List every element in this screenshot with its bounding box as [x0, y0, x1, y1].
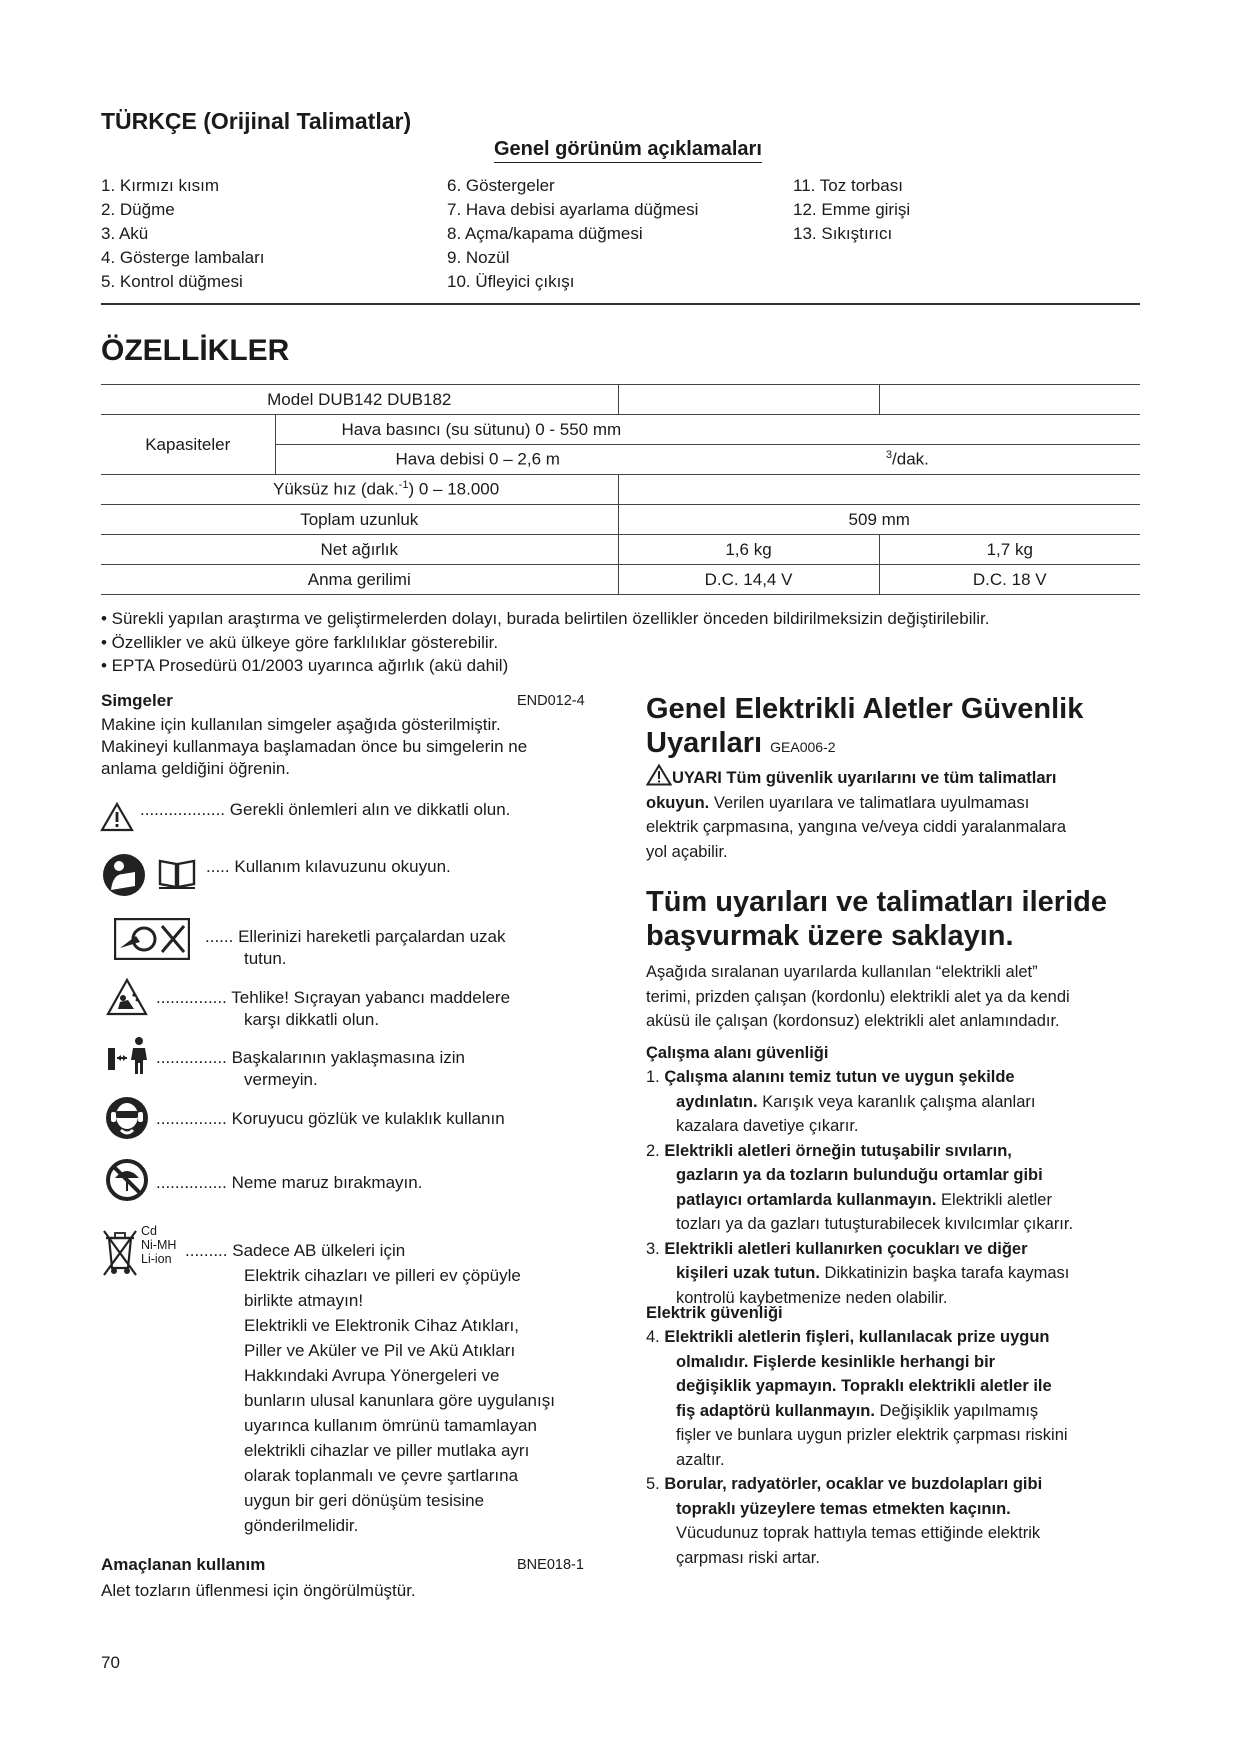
spec-model: Model DUB142 DUB182 — [101, 385, 618, 415]
symbol-dots: ............... — [156, 1173, 227, 1192]
read-manual-icon — [101, 852, 147, 898]
keep-bystanders-away-icon — [107, 1036, 151, 1076]
table-row — [101, 415, 1140, 445]
symbol-text: tutun. — [244, 949, 287, 968]
symbol-dots: ............... — [156, 1048, 227, 1067]
symbol-text: Tehlike! Sıçrayan yabancı maddelere — [231, 988, 511, 1007]
section-divider — [101, 303, 1140, 305]
symbol-text: Piller ve Aküler ve Pil ve Akü Atıkları — [244, 1341, 516, 1360]
spec-voltage-1: D.C. 14,4 V — [618, 565, 879, 595]
list-item: 3. Elektrikli aletleri kullanırken çocukları ve diğer kişileri uzak tutun. Dikkatinizin başka tarafa kayması kontrolü kaybetmenize neden olabilir. — [646, 1237, 1146, 1311]
table-row — [101, 385, 1140, 415]
symbol-protection — [156, 1108, 505, 1130]
list-item: 4. Elektrikli aletlerin fişleri, kullanılacak prize uygun olmalıdır. Fişlerde kesinlikle herhangi bir değişiklik yapmayın. Topraklı elektrikli aletler ile fiş adaptörü kullanmayın. Değişiklik yapılmamış fişler ve bunlara uygun prizler elektrik çarpması riskini azaltır. — [646, 1325, 1146, 1472]
spec-speed-label: Yüksüz hız (dak. — [273, 479, 399, 499]
safety-title — [646, 692, 1166, 764]
spec-note: • Sürekli yapılan araştırma ve geliştirmelerden dolayı, burada belirtilen özellikler önceden bildirilmeksizin değiştirilebilir. — [101, 609, 990, 628]
symbol-text: Kullanım kılavuzunu okuyun. — [234, 857, 451, 876]
warning-bold: okuyun. — [646, 793, 710, 812]
symbols-intro-line: Makine için kullanılan simgeler aşağıda gösterilmiştir. — [101, 715, 501, 734]
spec-length-value: 509 mm — [618, 505, 1140, 535]
symbol-text: vermeyin. — [244, 1070, 318, 1089]
symbol-text: Başkalarının yaklaşmasına izin — [231, 1048, 465, 1067]
term-line: Aşağıda sıralanan uyarılarda kullanılan “elektrikli alet” — [646, 963, 1038, 981]
list-item: 2. Elektrikli aletleri örneğin tutuşabilir sıvıların, gazların ya da tozların bulunduğu ortamlar gibi patlayıcı ortamlarda kullanmayın. Elektrikli aletler tozları ya da gazları tutuşturabilecek kıvılcımlar çıkarır. — [646, 1139, 1146, 1237]
item-bold: aydınlatın. — [676, 1092, 758, 1111]
table-row — [101, 535, 1140, 565]
symbol-text: Ellerinizi hareketli parçalardan uzak — [238, 927, 506, 946]
part-item: 12. Emme girişi — [793, 200, 911, 219]
symbol-moisture — [156, 1172, 422, 1194]
spec-voltage-label: Anma gerilimi — [101, 565, 618, 595]
keep-instructions-title — [646, 885, 1166, 953]
item-bold: Elektrikli aletleri örneğin tutuşabilir sıvıların, — [664, 1141, 1012, 1160]
symbol-dots: ......... — [185, 1241, 228, 1260]
symbol-text: uyarınca kullanım ömrünü tamamlayan — [244, 1416, 537, 1435]
item-text: tozları ya da gazları tutuşturabilecek kıvılcımlar çıkarır. — [676, 1215, 1074, 1233]
work-area-list — [646, 1065, 1146, 1310]
intended-use-text: Alet tozların üflenmesi için öngörülmüştür. — [101, 1581, 416, 1600]
symbol-text: Koruyucu gözlük ve kulaklık kullanın — [231, 1109, 505, 1128]
spec-speed — [101, 475, 618, 505]
item-bold: Elektrikli aletleri kullanırken çocukları ve diğer — [664, 1239, 1028, 1258]
symbols-intro-line: anlama geldiğini öğrenin. — [101, 759, 291, 778]
item-text: Vücudunuz toprak hattıyla temas ettiğinde elektrik — [676, 1524, 1041, 1542]
safety-code: GEA006-2 — [770, 739, 836, 755]
item-text: kontrolü kaybetmenize neden olabilir. — [676, 1288, 948, 1307]
book-icon — [157, 856, 197, 890]
warning-triangle-icon — [100, 802, 134, 832]
keep-title-line: başvurmak üzere saklayın. — [646, 920, 1014, 952]
language-title: TÜRKÇE (Orijinal Talimatlar) — [101, 108, 412, 134]
flying-debris-icon — [106, 978, 148, 1016]
warning-text: Verilen uyarılara ve talimatlara uyulmaması — [709, 793, 1030, 812]
eye-ear-protection-icon — [105, 1096, 149, 1140]
spec-note: • EPTA Prosedürü 01/2003 uyarınca ağırlık (akü dahil) — [101, 656, 509, 675]
part-item: 2. Düğme — [101, 200, 175, 219]
spec-flow-unit: /dak. — [892, 449, 929, 469]
item-bold: fiş adaptörü kullanmayın. — [676, 1401, 875, 1420]
moving-parts-icon — [114, 918, 190, 960]
symbol-weee — [185, 1238, 555, 1538]
spec-flow-unit-sup: 3 — [885, 449, 893, 462]
symbol-text: karşı dikkatli olun. — [244, 1010, 380, 1029]
item-bold: kişileri uzak tutun. — [676, 1264, 820, 1282]
no-rain-icon — [105, 1158, 149, 1202]
crossed-bin-icon — [101, 1228, 139, 1278]
symbols-title: Simgeler — [101, 691, 173, 710]
item-bold: patlayıcı ortamlarda kullanmayın. — [676, 1190, 937, 1209]
term-paragraph — [646, 960, 1156, 1034]
warning-text: yol açabilir. — [646, 842, 728, 861]
item-bold: değişiklik yapmayın. Topraklı elektrikli aletler ile — [676, 1377, 1052, 1395]
symbol-text: Neme maruz bırakmayın. — [231, 1173, 423, 1192]
symbol-text: Elektrik cihazları ve pilleri ev çöpüyle — [244, 1266, 521, 1285]
term-line: aküsü ile çalışan (kordonsuz) elektrikli alet anlamındadır. — [646, 1012, 1060, 1030]
item-bold: olmalıdır. Fişlerde kesinlikle herhangi bir — [676, 1352, 996, 1371]
symbol-text: Hakkındaki Avrupa Yönergeleri ve — [244, 1366, 500, 1385]
symbol-text: gönderilmelidir. — [244, 1516, 359, 1535]
table-row — [101, 565, 1140, 595]
item-text: Karışık veya karanlık çalışma alanları — [757, 1092, 1036, 1111]
parts-column-3 — [793, 174, 910, 246]
spec-flow-value: Hava debisi 0 – 2,6 m — [395, 449, 560, 469]
item-text: Dikkatinizin başka tarafa kayması — [819, 1264, 1070, 1282]
battery-label: Cd — [141, 1224, 157, 1238]
parts-column-1 — [101, 174, 264, 294]
parts-column-2 — [447, 174, 698, 294]
item-bold: Çalışma alanını temiz tutun ve uygun şekilde — [664, 1068, 1015, 1086]
symbol-text: elektrikli cihazlar ve piller mutlaka ayrı — [244, 1441, 530, 1460]
spec-weight-2: 1,7 kg — [879, 535, 1140, 565]
part-item: 8. Açma/kapama düğmesi — [447, 224, 643, 243]
spec-weight-1: 1,6 kg — [618, 535, 879, 565]
item-text: kazalara davetiye çıkarır. — [676, 1117, 859, 1135]
item-bold: Borular, radyatörler, ocaklar ve buzdolapları gibi — [664, 1475, 1043, 1493]
specs-title: ÖZELLİKLER — [101, 334, 290, 367]
spec-speed-value: ) 0 – 18.000 — [408, 479, 500, 499]
page-number: 70 — [101, 1653, 120, 1672]
keep-title-line: Tüm uyarıları ve talimatları ileride — [646, 886, 1107, 918]
item-text: Elektrikli aletler — [936, 1190, 1052, 1209]
spec-note: • Özellikler ve akü ülkeye göre farklılıklar gösterebilir. — [101, 633, 499, 652]
part-item: 13. Sıkıştırıcı — [793, 224, 893, 243]
symbols-code: END012-4 — [517, 693, 585, 709]
symbol-text: uygun bir geri dönüşüm tesisine — [244, 1491, 485, 1510]
item-text: fişler ve bunlara uygun prizler elektrik çarpması riskini — [676, 1426, 1068, 1444]
symbol-debris — [156, 987, 510, 1031]
table-row — [101, 505, 1140, 535]
item-text: çarpması riski artar. — [676, 1548, 820, 1567]
intended-use-code: BNE018-1 — [517, 1557, 584, 1573]
symbol-text: Sadece AB ülkeleri için — [232, 1241, 406, 1260]
part-item: 7. Hava debisi ayarlama düğmesi — [447, 200, 699, 219]
symbol-text: Elektrikli ve Elektronik Cihaz Atıkları, — [244, 1316, 519, 1335]
term-line: terimi, prizden çalışan (kordonlu) elektrikli alet ya da kendi — [646, 987, 1070, 1006]
part-item: 6. Göstergeler — [447, 176, 555, 195]
electric-safety-title: Elektrik güvenliği — [646, 1304, 783, 1322]
symbols-intro — [101, 714, 527, 780]
symbols-intro-line: Makineyi kullanmaya başlamadan önce bu simgelerin ne — [101, 737, 528, 756]
symbol-text: bunların ulusal kanunlara göre uygulanışı — [244, 1391, 555, 1410]
part-item: 3. Akü — [101, 224, 149, 243]
item-bold: gazların ya da tozların bulunduğu ortamlar gibi — [676, 1166, 1043, 1184]
item-bold: topraklı yüzeylere temas etmekten kaçının. — [676, 1499, 1011, 1518]
spec-voltage-2: D.C. 18 V — [879, 565, 1140, 595]
safety-title-line: Genel Elektrikli Aletler Güvenlik — [646, 693, 1084, 725]
symbol-dots: ...... — [205, 927, 234, 946]
symbol-text: Gerekli önlemleri alın ve dikkatli olun. — [229, 800, 511, 819]
spec-length-label: Toplam uzunluk — [101, 505, 618, 535]
spec-speed-sup: -1 — [398, 479, 409, 492]
symbol-text: olarak toplanmalı ve çevre şartlarına — [244, 1466, 519, 1485]
list-item: 1. Çalışma alanını temiz tutun ve uygun şekilde aydınlatın. Karışık veya karanlık çalışma alanları kazalara davetiye çıkarır. — [646, 1065, 1146, 1139]
symbol-bystanders — [156, 1047, 465, 1091]
warning-paragraph — [646, 764, 1146, 864]
electric-safety-list — [646, 1325, 1146, 1570]
warning-text: elektrik çarpmasına, yangına ve/veya ciddi yaralanmalara — [646, 818, 1067, 836]
item-text: Değişiklik yapılmamış — [874, 1401, 1039, 1420]
part-item: 10. Üfleyici çıkışı — [447, 272, 575, 291]
item-bold: Elektrikli aletlerin fişleri, kullanılacak prize uygun — [664, 1328, 1050, 1346]
spec-capacity-label: Kapasiteler — [101, 415, 275, 475]
table-row — [101, 475, 1140, 505]
battery-label: Ni-MH — [141, 1238, 177, 1252]
symbol-moving-parts — [205, 926, 506, 970]
symbol-dots: .................. — [140, 800, 226, 819]
part-item: 4. Gösterge lambaları — [101, 248, 265, 267]
spec-flow — [275, 445, 1140, 475]
symbol-text: birlikte atmayın! — [244, 1291, 364, 1310]
work-area-title: Çalışma alanı güvenliği — [646, 1044, 829, 1062]
part-item: 9. Nozül — [447, 248, 510, 267]
battery-type-labels — [141, 1224, 176, 1266]
part-item: 11. Toz torbası — [793, 176, 903, 195]
battery-label: Li-ion — [141, 1252, 172, 1266]
safety-title-line: Uyarıları — [646, 727, 763, 759]
warning-bold: UYARI Tüm güvenlik uyarılarını ve tüm talimatları — [672, 769, 1057, 787]
spec-pressure: Hava basıncı (su sütunu) 0 - 550 mm — [275, 415, 1140, 445]
part-item: 1. Kırmızı kısım — [101, 176, 220, 195]
symbol-caution — [140, 799, 510, 821]
intended-use-title: Amaçlanan kullanım — [101, 1555, 266, 1574]
symbol-dots: ............... — [156, 988, 227, 1007]
spec-weight-label: Net ağırlık — [101, 535, 618, 565]
symbol-dots: ............... — [156, 1109, 227, 1128]
symbol-manual — [206, 856, 451, 878]
part-item: 5. Kontrol düğmesi — [101, 272, 243, 291]
parts-title: Genel görünüm açıklamaları — [494, 138, 762, 163]
item-text: azaltır. — [676, 1450, 725, 1469]
list-item: 5. Borular, radyatörler, ocaklar ve buzdolapları gibi topraklı yüzeylere temas etmekten kaçının. Vücudunuz toprak hattıyla temas ettiğinde elektrik çarpması riski artar. — [646, 1472, 1146, 1570]
specs-table — [101, 384, 1140, 595]
symbol-dots: ..... — [206, 857, 230, 876]
warning-triangle-icon — [646, 764, 672, 786]
